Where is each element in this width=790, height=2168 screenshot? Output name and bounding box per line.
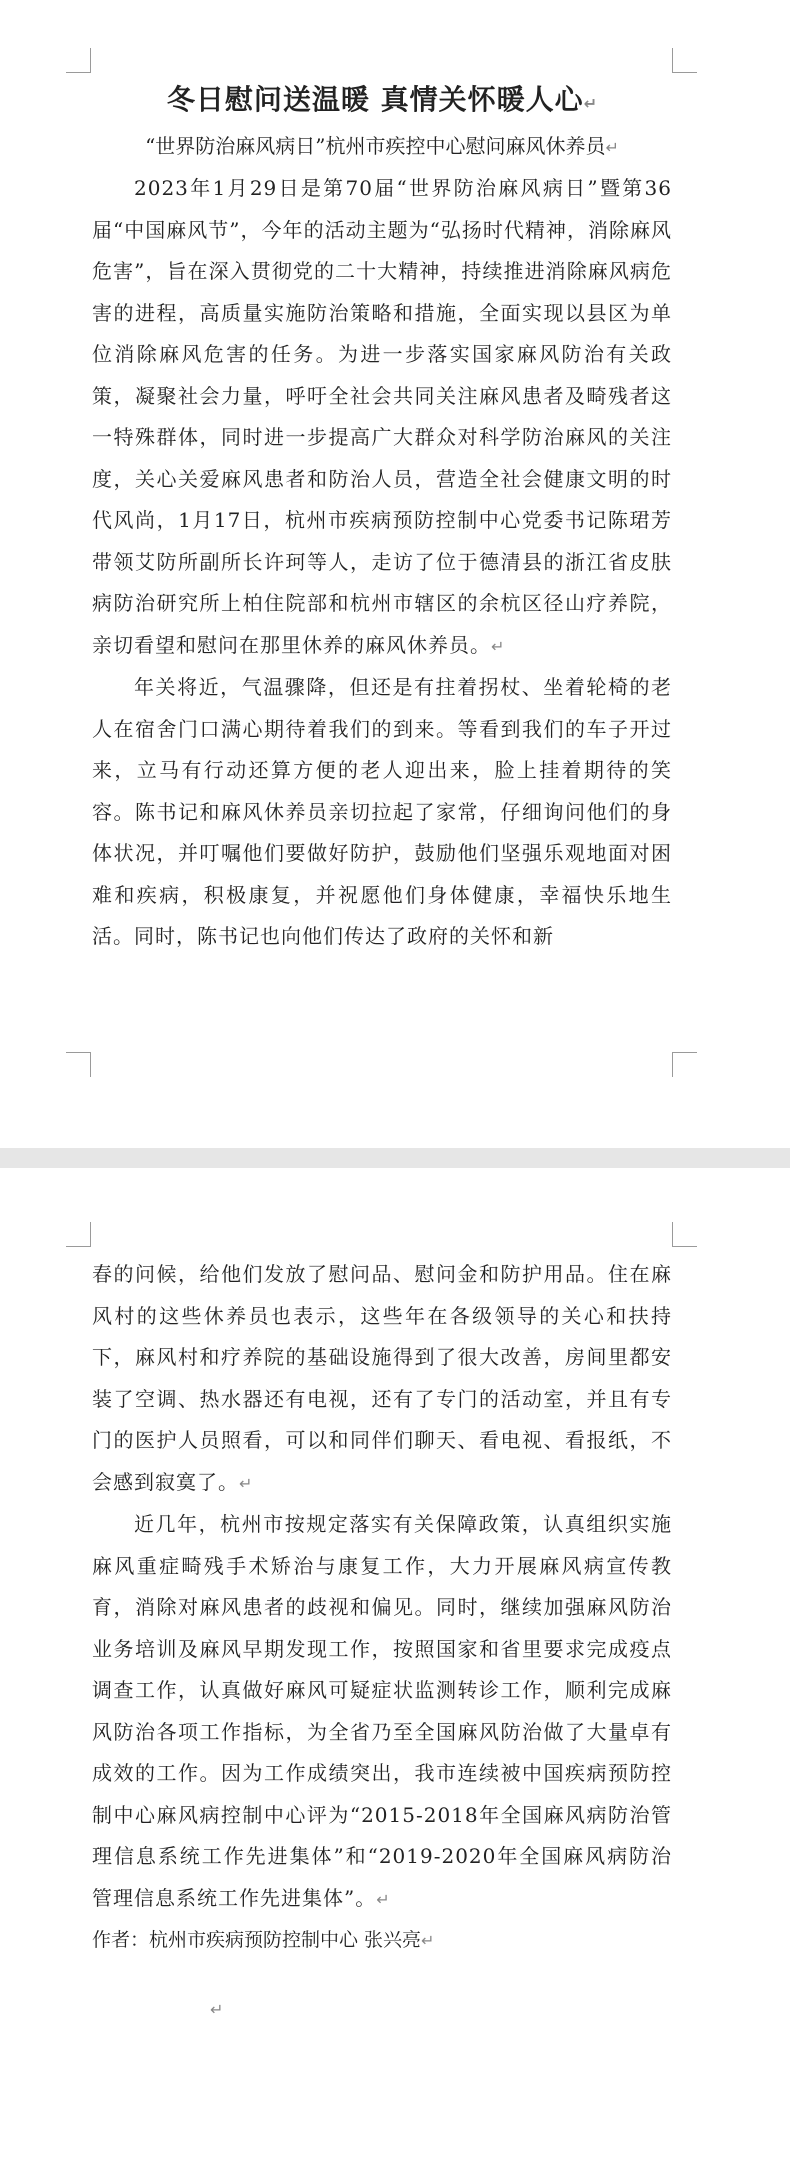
document-page-2 (0, 1168, 790, 2168)
empty-paragraph-mark: ↵ (210, 2000, 224, 2019)
page-2-body[interactable] (92, 1254, 672, 1961)
crop-mark-top-left (66, 1222, 91, 1247)
author-line[interactable]: 作者：杭州市疾病预防控制中心 张兴亮↵ (92, 1929, 435, 1951)
document-subtitle[interactable]: “世界防治麻风病日”杭州市疾控中心慰问麻风休养员↵ (145, 134, 619, 158)
body-paragraph[interactable]: 2023年1月29日是第70届“世界防治麻风病日”暨第36届“中国麻风节”，今年的活动主题为“弘扬时代精神，消除麻风危害”，旨在深入贯彻党的二十大精神，持续推进消除麻风病危害的进程，高质量实施防治策略和措施，全面实现以县区为单位消除麻风危害的任务。为进一步落实国家麻风防治有关政策，凝聚社会力量，呼吁全社会共同关注麻风患者及畸残者这一特殊群体，同时进一步提高广大群众对科学防治麻风的关注度，关心关爱麻风患者和防治人员，营造全社会健康文明的时代风尚，1月17日，杭州市疾病预防控制中心党委书记陈珺芳带领艾防所副所长许珂等人，走访了位于德清县的浙江省皮肤病防治研究所上柏住院部和杭州市辖区的余杭区径山疗养院，亲切看望和慰问在那里休养的麻风休养员。↵ (92, 176, 672, 657)
crop-mark-bottom-left (66, 1052, 91, 1077)
body-paragraph-continued[interactable]: 春的问候，给他们发放了慰问品、慰问金和防护用品。住在麻风村的这些休养员也表示，这些年在各级领导的关心和扶持下，麻风村和疗养院的基础设施得到了很大改善，房间里都安装了空调、热水器还有电视，还有了专门的活动室，并且有专门的医护人员照看，可以和同伴们聊天、看电视、看报纸，不会感到寂寞了。↵ (92, 1262, 672, 1494)
page-1-body[interactable] (92, 78, 672, 958)
body-paragraph[interactable]: 近几年，杭州市按规定落实有关保障政策，认真组织实施麻风重症畸残手术矫治与康复工作，大力开展麻风病宣传教育，消除对麻风患者的歧视和偏见。同时，继续加强麻风防治业务培训及麻风早期发现工作，按照国家和省里要求完成疫点调查工作，认真做好麻风可疑症状监测转诊工作，顺利完成麻风防治各项工作指标，为全省乃至全国麻风防治做了大量卓有成效的工作。因为工作成绩突出，我市连续被中国疾病预防控制中心麻风病控制中心评为“2015-2018年全国麻风病防治管理信息系统工作先进集体”和“2019-2020年全国麻风病防治管理信息系统工作先进集体”。↵ (92, 1512, 672, 1910)
document-title[interactable]: 冬日慰问送温暖 真情关怀暖人心↵ (166, 83, 598, 116)
body-paragraph[interactable]: 年关将近，气温骤降，但还是有拄着拐杖、坐着轮椅的老人在宿舍门口满心期待着我们的到来。等看到我们的车子开过来，立马有行动还算方便的老人迎出来，脸上挂着期待的笑容。陈书记和麻风休养员亲切拉起了家常，仔细询问他们的身体状况，并叮嘱他们要做好防护，鼓励他们坚强乐观地面对困难和疾病，积极康复，并祝愿他们身体健康，幸福快乐地生活。同时，陈书记也向他们传达了政府的关怀和新 (92, 675, 672, 948)
crop-mark-top-right (672, 1222, 697, 1247)
page-separator (0, 1148, 790, 1168)
crop-mark-top-left (66, 48, 91, 73)
crop-mark-bottom-right (672, 1052, 697, 1077)
crop-mark-top-right (672, 48, 697, 73)
